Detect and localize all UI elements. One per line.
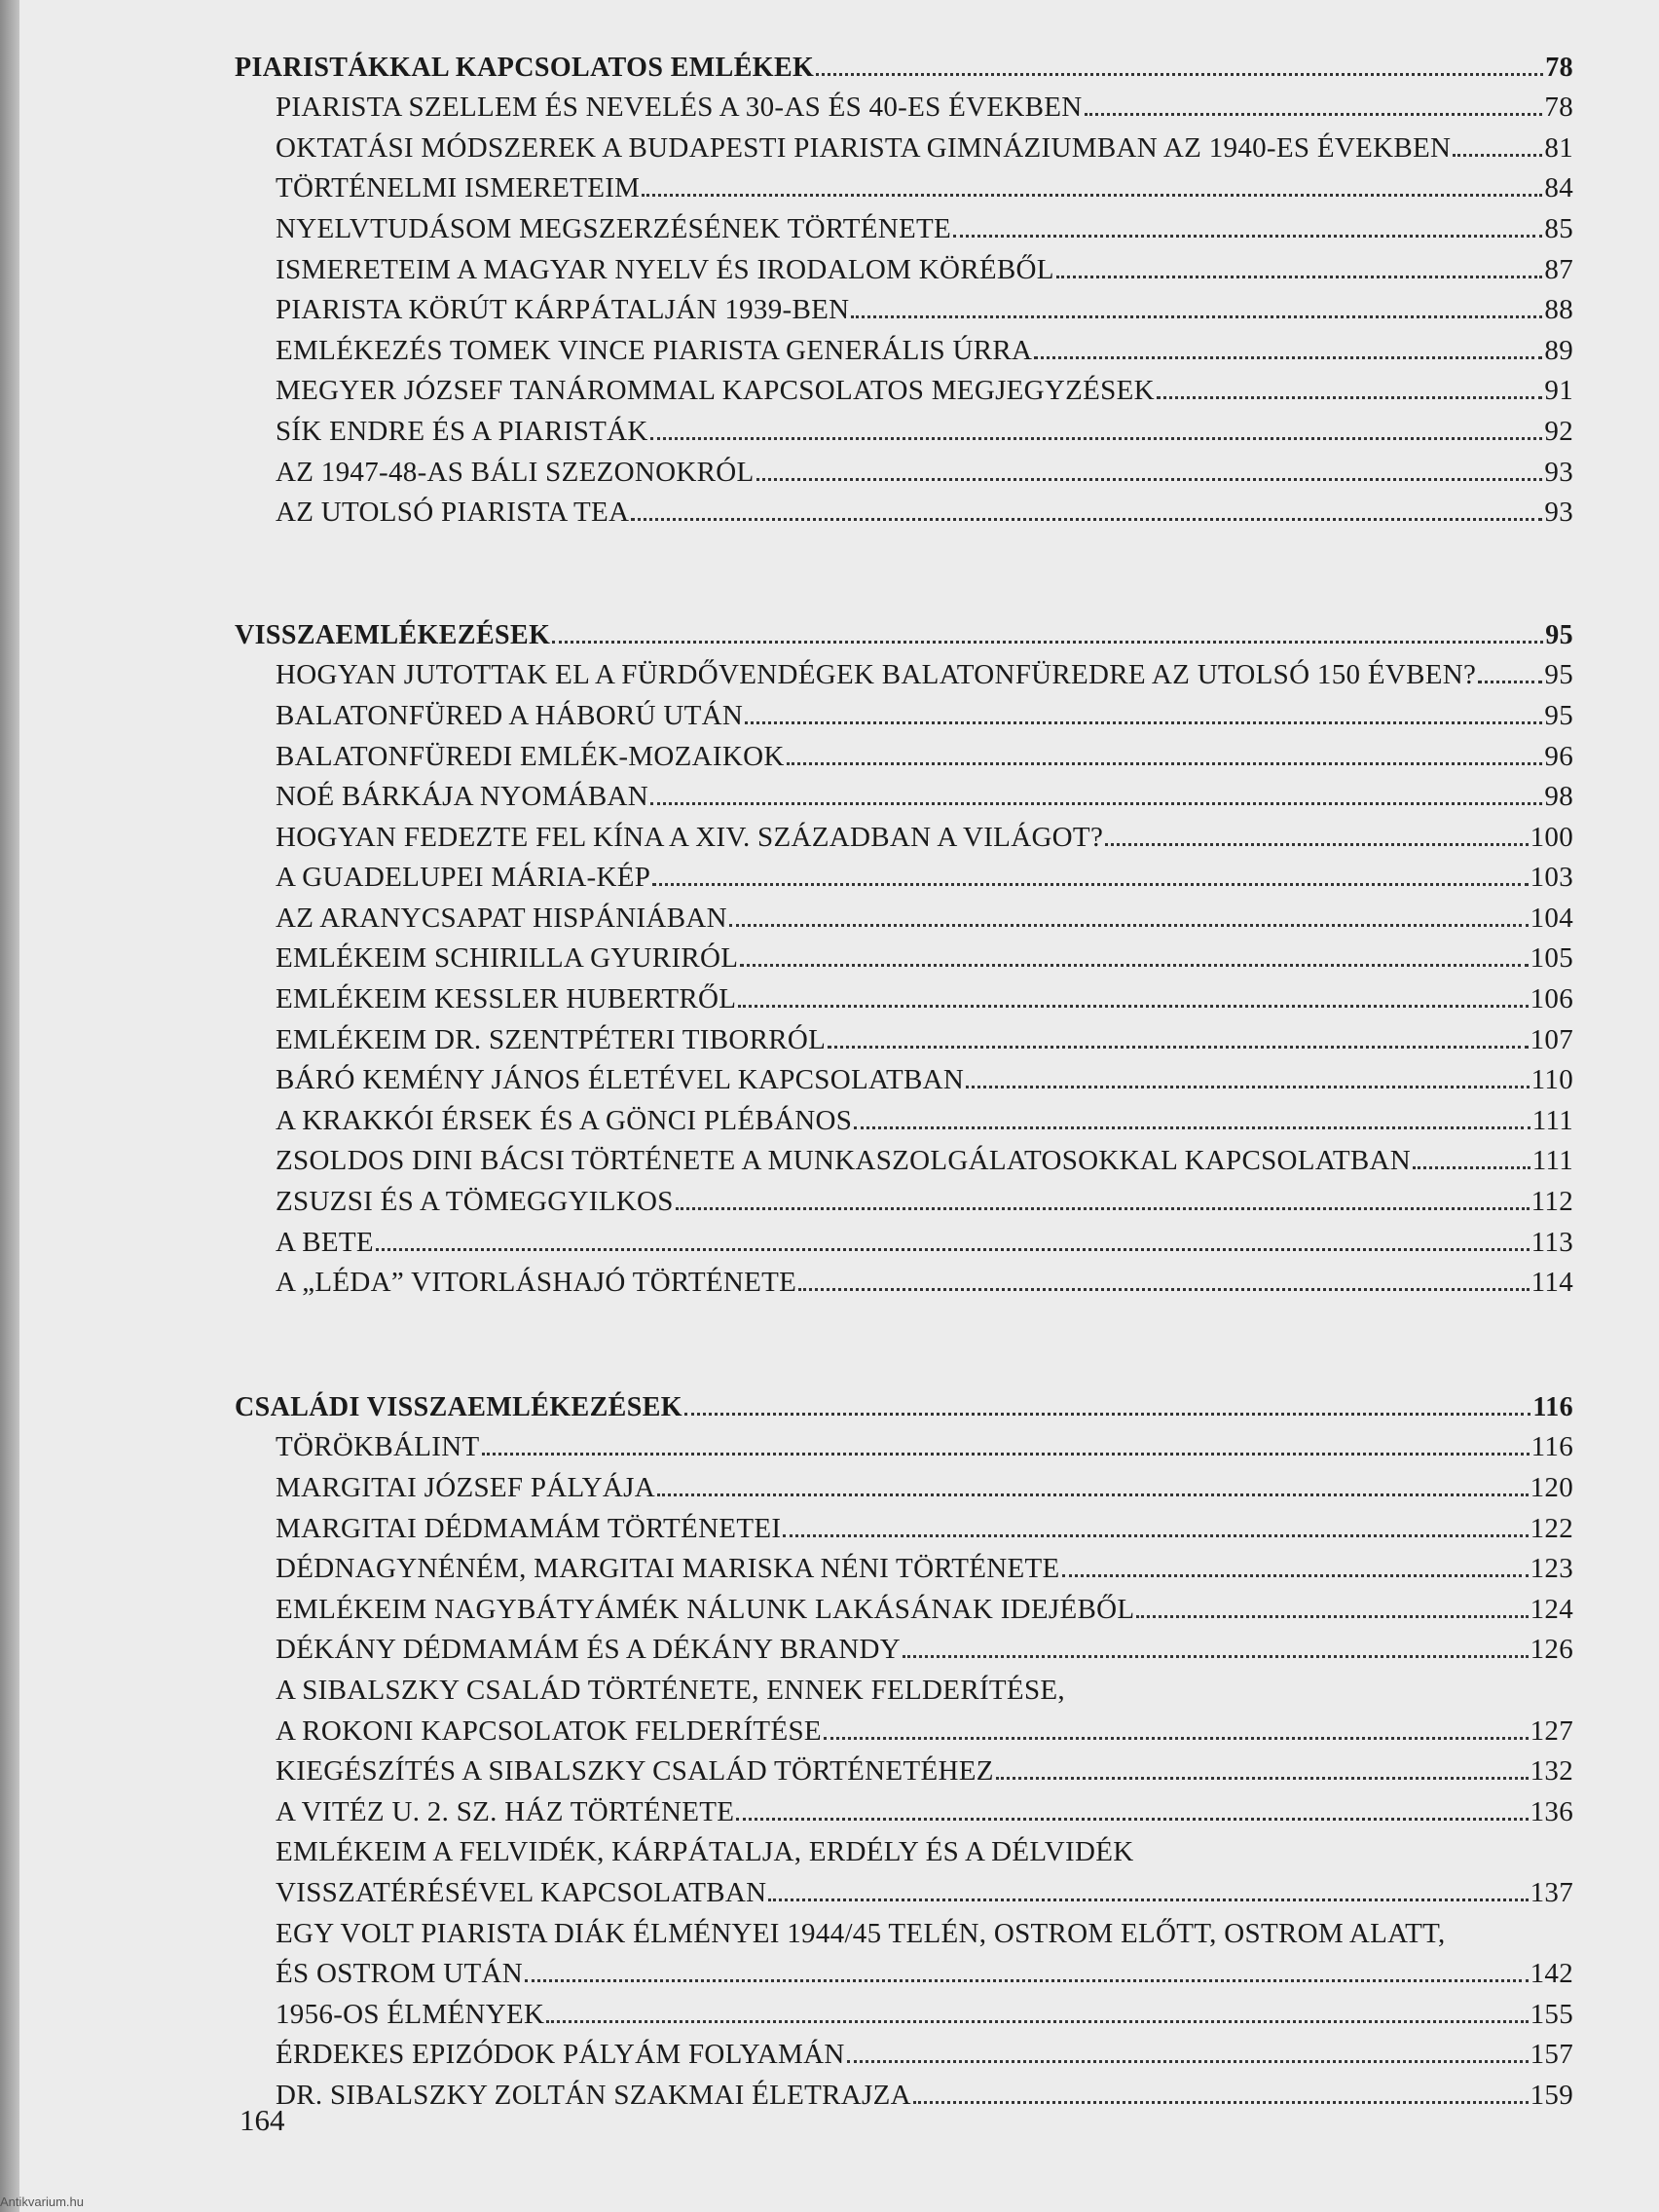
toc-entry-page: 122 — [1530, 1512, 1573, 1544]
dot-leader — [376, 1248, 1530, 1251]
toc-entry-page: 110 — [1530, 1064, 1573, 1096]
toc-entry — [235, 245, 1573, 286]
dot-leader — [787, 762, 1543, 765]
toc-entry-title: A GUADELUPEI MÁRIA-KÉP — [276, 862, 651, 894]
toc-entry — [235, 367, 1573, 408]
toc-entry-title: DÉKÁNY DÉDMAMÁM ÉS A DÉKÁNY BRANDY — [276, 1634, 902, 1666]
toc-entry-page: 98 — [1544, 781, 1573, 813]
toc-section — [235, 1382, 1573, 2112]
toc-entry-continuation — [235, 1707, 1573, 1748]
dot-leader — [854, 1126, 1530, 1129]
toc-entry-title: A BETE — [276, 1226, 374, 1258]
toc-entry-page: 107 — [1530, 1023, 1573, 1055]
toc-entry — [235, 975, 1573, 1015]
table-of-contents — [235, 43, 1573, 2112]
toc-entry-page: 105 — [1530, 942, 1573, 975]
dot-leader — [1105, 843, 1528, 846]
toc-entry-page: 84 — [1544, 172, 1573, 204]
toc-entry-title: SÍK ENDRE ÉS A PIARISTÁK — [276, 415, 648, 447]
toc-entry-title: PIARISTA KÖRÚT KÁRPÁTALJÁN 1939-BEN — [276, 294, 850, 326]
dot-leader — [1062, 1574, 1529, 1577]
toc-entry — [235, 1909, 1573, 1950]
toc-entry-page: 116 — [1530, 1431, 1573, 1463]
toc-entry-page: 155 — [1530, 1998, 1573, 2030]
dot-leader — [783, 1534, 1528, 1537]
toc-entry-continuation-title: VISSZATÉRÉSÉVEL KAPCSOLATBAN — [276, 1876, 767, 1908]
toc-entry-title: DÉDNAGYNÉNÉM, MARGITAI MARISKA NÉNI TÖRTÉNETE — [276, 1553, 1060, 1585]
dot-leader — [482, 1453, 1530, 1456]
toc-entry — [235, 1788, 1573, 1828]
toc-entry-title: TÖRÖKBÁLINT — [276, 1431, 480, 1463]
section-heading-page: 78 — [1545, 52, 1573, 83]
dot-leader — [740, 964, 1528, 967]
section-heading — [235, 43, 1573, 84]
section-heading-title: PIARISTÁKKAL KAPCSOLATOS EMLÉKEK — [235, 52, 815, 83]
toc-entry-page: 136 — [1530, 1795, 1573, 1827]
dot-leader — [903, 1655, 1529, 1658]
dot-leader — [1056, 276, 1543, 278]
dot-leader — [966, 1086, 1530, 1088]
toc-entry-title: HOGYAN FEDEZTE FEL KÍNA A XIV. SZÁZADBAN A VILÁGOT? — [276, 821, 1104, 853]
toc-entry-page: 95 — [1544, 659, 1573, 691]
toc-entry-page: 104 — [1530, 902, 1573, 934]
toc-entry-continuation-title: A ROKONI KAPCSOLATOK FELDERÍTÉSE — [276, 1714, 822, 1747]
dot-leader — [676, 1207, 1530, 1210]
toc-entry — [235, 1504, 1573, 1545]
toc-entry-title: AZ 1947-48-AS BÁLI SZEZONOKRÓL — [276, 456, 755, 488]
toc-entry-page: 123 — [1530, 1553, 1573, 1585]
toc-entry-page: 89 — [1544, 334, 1573, 366]
dot-leader — [1453, 154, 1542, 157]
dot-leader — [851, 315, 1542, 318]
toc-entry — [235, 1177, 1573, 1218]
page-number: 164 — [240, 2103, 285, 2137]
toc-entry-page: 113 — [1530, 1226, 1573, 1258]
toc-entry-page: 93 — [1544, 456, 1573, 488]
toc-entry-title: EMLÉKEIM KESSLER HUBERTRŐL — [276, 983, 737, 1015]
dot-leader — [913, 2101, 1529, 2104]
dot-leader — [552, 641, 1543, 644]
toc-entry — [235, 732, 1573, 773]
toc-entry-title: MARGITAI JÓZSEF PÁLYÁJA — [276, 1472, 655, 1503]
section-heading — [235, 1382, 1573, 1423]
dot-leader — [738, 1005, 1528, 1008]
toc-entry-title: BALATONFÜRED A HÁBORÚ UTÁN — [276, 699, 744, 731]
dot-leader — [1413, 1166, 1530, 1169]
toc-entry-title: HOGYAN JUTOTTAK EL A FÜRDŐVENDÉGEK BALATONFÜREDRE AZ UTOLSÓ 150 ÉVBEN? — [276, 659, 1477, 691]
toc-entry — [235, 1626, 1573, 1667]
toc-entry — [235, 1748, 1573, 1788]
toc-entry — [235, 1137, 1573, 1178]
toc-entry — [235, 326, 1573, 367]
toc-entry-page: 93 — [1544, 497, 1573, 529]
dot-leader — [847, 2060, 1529, 2063]
toc-entry-title: EMLÉKEIM DR. SZENTPÉTERI TIBORRÓL — [276, 1023, 827, 1055]
toc-entry-page: 103 — [1530, 862, 1573, 894]
dot-leader — [756, 478, 1543, 481]
toc-entry-title: ISMERETEIM A MAGYAR NYELV ÉS IRODALOM KÖRÉBŐL — [276, 253, 1054, 285]
toc-entry-page: 159 — [1530, 2079, 1573, 2111]
dot-leader — [546, 2020, 1528, 2023]
dot-leader — [650, 802, 1542, 805]
dot-leader — [729, 924, 1529, 927]
toc-entry — [235, 1666, 1573, 1707]
dot-leader — [1157, 396, 1543, 399]
toc-entry-title: BÁRÓ KEMÉNY JÁNOS ÉLETÉVEL KAPCSOLATBAN — [276, 1064, 965, 1096]
toc-entry — [235, 448, 1573, 489]
toc-entry-continuation-page: 142 — [1530, 1958, 1573, 1990]
toc-entry — [235, 1828, 1573, 1869]
toc-section — [235, 43, 1573, 529]
toc-entry-title: A SIBALSZKY CSALÁD TÖRTÉNETE, ENNEK FELDERÍTÉSE, — [276, 1674, 1065, 1706]
section-heading-page: 116 — [1532, 1391, 1573, 1422]
toc-entry-title: A „LÉDA” VITORLÁSHAJÓ TÖRTÉNETE — [276, 1267, 797, 1299]
toc-entry-continuation — [235, 1950, 1573, 1991]
toc-entry — [235, 124, 1573, 165]
toc-entry-title: ÉRDEKES EPIZÓDOK PÁLYÁM FOLYAMÁN — [276, 2039, 845, 2071]
toc-entry — [235, 935, 1573, 976]
toc-entry — [235, 165, 1573, 205]
toc-entry-title: OKTATÁSI MÓDSZEREK A BUDAPESTI PIARISTA GIMNÁZIUMBAN AZ 1940-ES ÉVEKBEN — [276, 131, 1452, 164]
toc-entry-page: 81 — [1544, 131, 1573, 164]
toc-entry-title: EMLÉKEIM SCHIRILLA GYURIRÓL — [276, 942, 739, 975]
toc-entry-page: 106 — [1530, 983, 1573, 1015]
toc-entry-page: 91 — [1544, 375, 1573, 407]
toc-entry — [235, 1218, 1573, 1259]
dot-leader — [684, 1413, 1530, 1416]
toc-entry-page: 100 — [1530, 821, 1573, 853]
toc-entry-page: 126 — [1530, 1634, 1573, 1666]
section-heading-title: CSALÁDI VISSZAEMLÉKEZÉSEK — [235, 1391, 682, 1422]
dot-leader — [745, 721, 1542, 724]
toc-entry-continuation-page: 127 — [1530, 1714, 1573, 1747]
toc-entry-page: 96 — [1544, 740, 1573, 772]
book-spine-shadow — [0, 0, 19, 2212]
toc-entry — [235, 1463, 1573, 1504]
toc-entry-page: 95 — [1544, 699, 1573, 731]
toc-entry-continuation-title: ÉS OSTROM UTÁN — [276, 1958, 523, 1990]
toc-entry — [235, 204, 1573, 245]
toc-entry-title: EMLÉKEIM A FELVIDÉK, KÁRPÁTALJA, ERDÉLY ÉS A DÉLVIDÉK — [276, 1836, 1134, 1868]
dot-leader — [631, 518, 1542, 521]
toc-entry — [235, 1545, 1573, 1586]
toc-entry-title: A VITÉZ U. 2. SZ. HÁZ TÖRTÉNETE — [276, 1795, 735, 1827]
toc-entry-page: 111 — [1531, 1145, 1573, 1177]
section-heading — [235, 610, 1573, 651]
toc-entry-page: 85 — [1544, 212, 1573, 244]
toc-entry-page: 114 — [1530, 1267, 1573, 1299]
section-heading-page: 95 — [1545, 619, 1573, 650]
toc-entry — [235, 1056, 1573, 1097]
toc-entry-page: 88 — [1544, 294, 1573, 326]
toc-entry-title: AZ ARANYCSAPAT HISPÁNIÁBAN — [276, 902, 727, 934]
toc-entry — [235, 286, 1573, 327]
toc-entry — [235, 1015, 1573, 1056]
toc-entry-page: 111 — [1531, 1104, 1573, 1136]
toc-entry-page: 124 — [1530, 1593, 1573, 1625]
dot-leader — [824, 1737, 1529, 1740]
dot-leader — [650, 437, 1543, 440]
toc-entry — [235, 813, 1573, 854]
toc-entry-page: 78 — [1544, 92, 1573, 124]
toc-entry — [235, 2071, 1573, 2112]
dot-leader — [953, 235, 1542, 238]
toc-entry-title: 1956-OS ÉLMÉNYEK — [276, 1998, 545, 2030]
toc-entry — [235, 1990, 1573, 2031]
dot-leader — [828, 1046, 1528, 1049]
section-heading-title: VISSZAEMLÉKEZÉSEK — [235, 619, 551, 650]
dot-leader — [996, 1777, 1529, 1780]
toc-entry — [235, 773, 1573, 814]
toc-entry — [235, 691, 1573, 732]
toc-entry — [235, 1096, 1573, 1137]
toc-entry-title: KIEGÉSZÍTÉS A SIBALSZKY CSALÁD TÖRTÉNETÉHEZ — [276, 1755, 994, 1788]
toc-entry — [235, 854, 1573, 895]
toc-entry-title: A KRAKKÓI ÉRSEK ÉS A GÖNCI PLÉBÁNOS — [276, 1104, 853, 1136]
toc-entry-page: 87 — [1544, 253, 1573, 285]
toc-entry-page: 112 — [1530, 1186, 1573, 1218]
dot-leader — [652, 883, 1528, 886]
toc-entry-page: 132 — [1530, 1755, 1573, 1788]
dot-leader — [1478, 681, 1542, 683]
dot-leader — [1085, 113, 1543, 116]
toc-entry-page: 92 — [1544, 415, 1573, 447]
dot-leader — [657, 1493, 1529, 1496]
toc-entry-title: DR. SIBALSZKY ZOLTÁN SZAKMAI ÉLETRAJZA — [276, 2079, 911, 2111]
toc-entry — [235, 407, 1573, 448]
dot-leader — [525, 1979, 1529, 1982]
toc-entry-title: AZ UTOLSÓ PIARISTA TEA — [276, 497, 630, 529]
toc-entry-title: EGY VOLT PIARISTA DIÁK ÉLMÉNYEI 1944/45 TELÉN, OSTROM ELŐTT, OSTROM ALATT, — [276, 1917, 1446, 1949]
toc-entry-title: MEGYER JÓZSEF TANÁROMMAL KAPCSOLATOS MEGJEGYZÉSEK — [276, 375, 1155, 407]
toc-entry — [235, 1585, 1573, 1626]
dot-leader — [816, 73, 1543, 76]
toc-entry-title: ZSUZSI ÉS A TÖMEGGYILKOS — [276, 1186, 674, 1218]
toc-entry-title: NYELVTUDÁSOM MEGSZERZÉSÉNEK TÖRTÉNETE — [276, 212, 952, 244]
toc-entry-title: ZSOLDOS DINI BÁCSI TÖRTÉNETE A MUNKASZOLGÁLATOSOKKAL KAPCSOLATBAN — [276, 1145, 1411, 1177]
toc-entry-page: 120 — [1530, 1472, 1573, 1503]
toc-entry — [235, 651, 1573, 692]
dot-leader — [736, 1818, 1528, 1821]
toc-entry-title: EMLÉKEZÉS TOMEK VINCE PIARISTA GENERÁLIS ÚRRA — [276, 334, 1033, 366]
toc-entry — [235, 489, 1573, 530]
toc-entry — [235, 84, 1573, 125]
toc-entry-title: EMLÉKEIM NAGYBÁTYÁMÉK NÁLUNK LAKÁSÁNAK IDEJÉBŐL — [276, 1593, 1135, 1625]
dot-leader — [798, 1288, 1530, 1291]
dot-leader — [642, 194, 1542, 197]
toc-entry-title: NOÉ BÁRKÁJA NYOMÁBAN — [276, 781, 649, 813]
toc-entry — [235, 2031, 1573, 2072]
toc-entry-title: PIARISTA SZELLEM ÉS NEVELÉS A 30-AS ÉS 40-ES ÉVEKBEN — [276, 92, 1083, 124]
toc-entry-continuation-page: 137 — [1530, 1876, 1573, 1908]
dot-leader — [768, 1899, 1528, 1901]
watermark: Antikvarium.hu — [0, 2194, 84, 2209]
toc-entry — [235, 1259, 1573, 1300]
toc-entry-title: TÖRTÉNELMI ISMERETEIM — [276, 172, 641, 204]
dot-leader — [1034, 356, 1542, 359]
toc-entry-title: BALATONFÜREDI EMLÉK-MOZAIKOK — [276, 740, 785, 772]
toc-entry-page: 157 — [1530, 2039, 1573, 2071]
toc-section — [235, 610, 1573, 1299]
dot-leader — [1136, 1615, 1528, 1618]
toc-entry — [235, 894, 1573, 935]
toc-entry-continuation — [235, 1868, 1573, 1909]
toc-entry-title: MARGITAI DÉDMAMÁM TÖRTÉNETEI — [276, 1512, 782, 1544]
toc-entry — [235, 1423, 1573, 1464]
